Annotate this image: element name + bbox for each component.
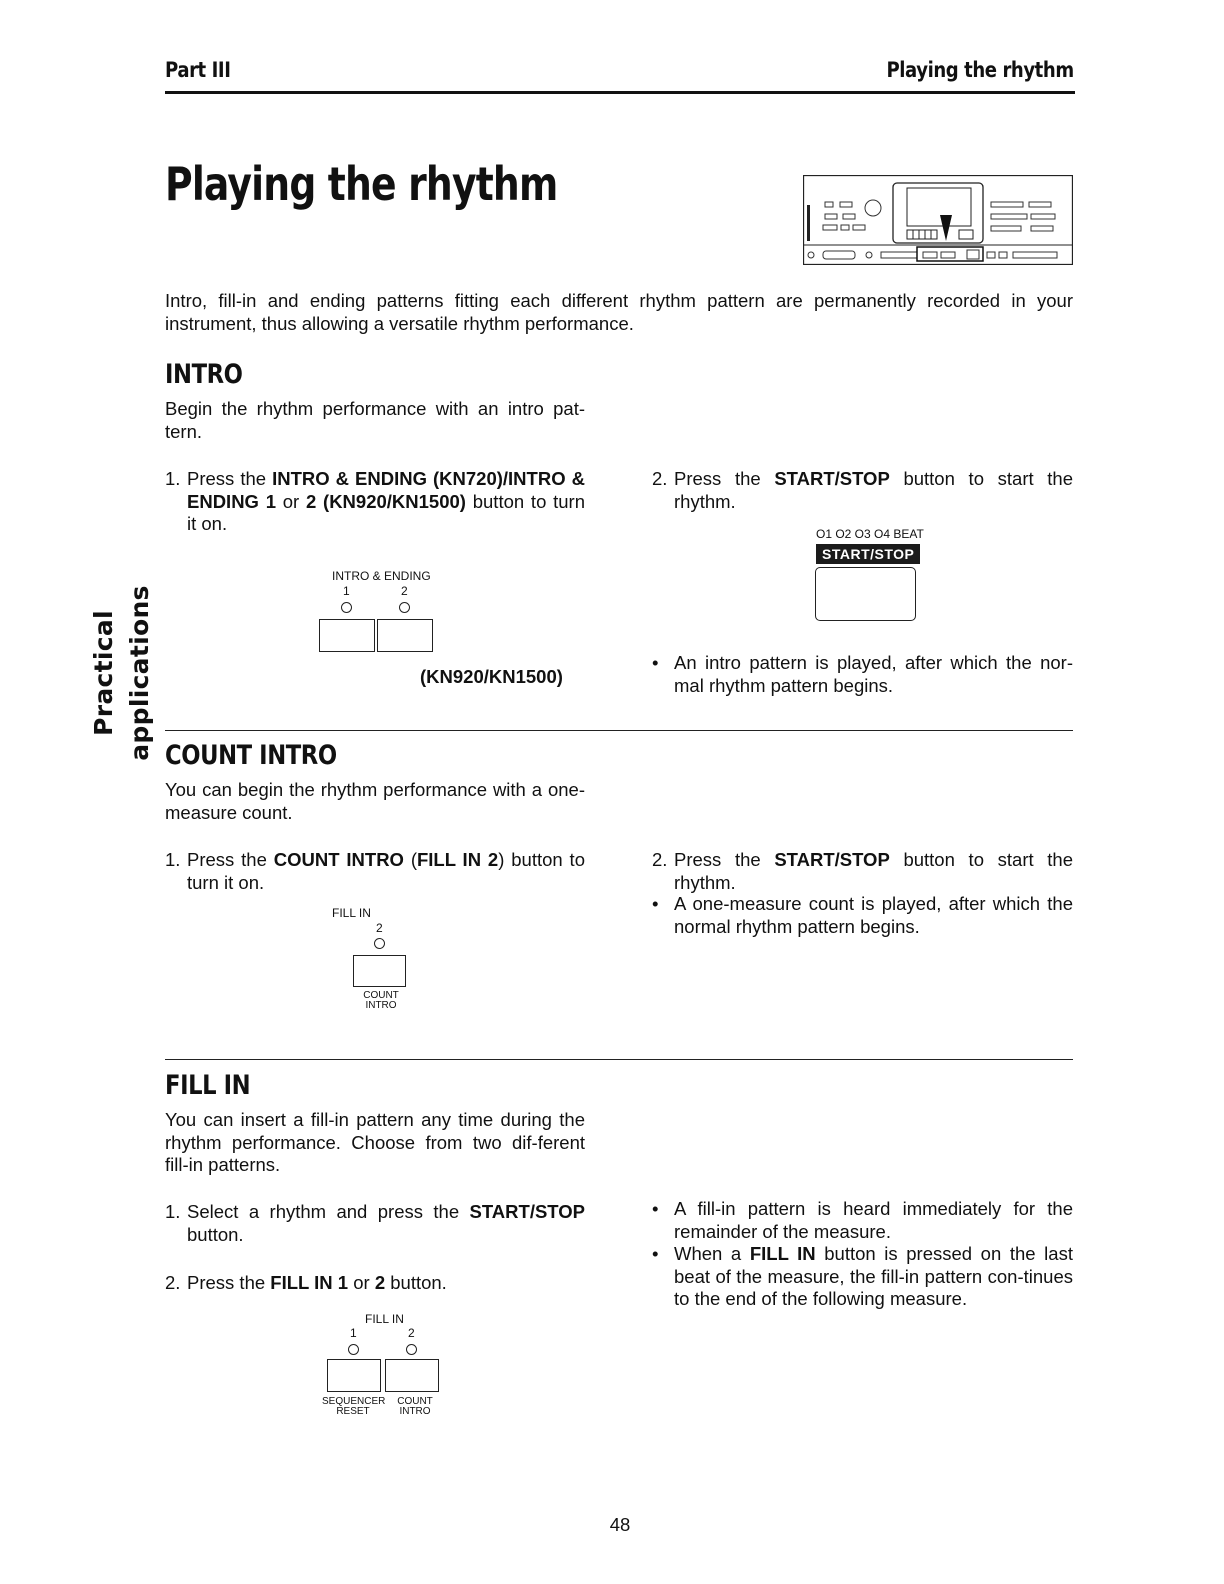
fill-in-label: FILL IN [365,1312,404,1326]
step-text: Press the [674,849,775,870]
count-intro-button[interactable] [353,955,406,987]
fill-in-1-button[interactable] [327,1359,381,1392]
intro-ending-num-1: 1 [343,584,350,598]
fill-in-label: FILL IN [332,906,371,920]
count-intro-step-2 [652,849,1073,894]
header-section-title: Playing the rhythm [886,58,1074,82]
page-title: Playing the rhythm [165,157,558,211]
start-stop-button[interactable] [815,567,916,621]
indicator-led-icon [406,1344,417,1355]
intro-ending-label: INTRO & ENDING [332,569,431,583]
beat-indicator-label: O1 O2 O3 O4 BEAT [816,527,924,541]
step-bold: COUNT INTRO [273,849,404,870]
step-text: Press the [187,849,274,870]
count-intro-description: You can begin the rhythm performance with a one-measure count. [165,779,585,823]
step-text: button. [385,1272,447,1293]
step-number: 2. [652,849,668,870]
indicator-led-icon [399,602,410,613]
side-tab-label: Practical applications [89,585,154,761]
count-intro-sublabel: COUNT INTRO [363,990,399,1011]
indicator-led-icon [348,1344,359,1355]
sequencer-reset-sublabel: SEQUENCER RESET [322,1396,386,1417]
side-tab [86,566,154,780]
step-bold: FILL IN 2 [416,849,499,870]
fill-in-num-1: 1 [350,1326,357,1340]
intro-paragraph: Intro, fill-in and ending patterns fitting each different rhythm pattern are permanently recorded in your instrument, thus allowing a versatile rhythm performance. [165,290,1073,334]
fill-in-description: You can insert a fill-in pattern any time during the rhythm performance. Choose from two dif-ferent fill-in patterns. [165,1109,585,1175]
indicator-led-icon [374,938,385,949]
intro-ending-num-2: 2 [401,584,408,598]
count-intro-step-1 [165,849,585,894]
start-stop-badge: START/STOP [816,544,920,564]
step-bold: INTRO & ENDING (KN720)/INTRO & ENDING 1 [187,468,585,512]
step-text: Press the [187,1272,271,1293]
page-number: 48 [609,1514,631,1535]
step-text: button to start the rhythm. [674,849,1073,893]
step-text: Select a rhythm and press the [187,1201,470,1222]
step-text: or [348,1272,375,1293]
intro-ending-2-button[interactable] [377,619,433,652]
header-part: Part III [165,58,231,82]
bullet-icon: • [652,1243,659,1264]
step-number: 1. [165,1201,181,1222]
step-text: or [276,490,306,512]
fill-in-num-2: 2 [376,921,383,935]
indicator-led-icon [341,602,352,613]
header-rule [165,91,1075,94]
section-divider [165,730,1073,731]
fill-in-2-button[interactable] [385,1359,439,1392]
step-number: 1. [165,849,181,870]
step-text: Press the [187,468,273,489]
intro-bullet [652,652,1073,697]
step-text: button to turn it on. [187,490,585,534]
section-heading-intro: INTRO [165,359,243,390]
fill-in-step-1 [165,1201,585,1246]
section-heading-fill-in: FILL IN [165,1070,251,1101]
step-text: Press the [674,468,775,489]
bullet-icon: • [652,652,659,673]
section-heading-count-intro: COUNT INTRO [165,740,337,771]
step-bold: 2 [374,1272,386,1293]
bullet-bold: FILL IN [749,1243,816,1264]
step-bold: FILL IN 1 [270,1272,349,1293]
step-bold: 2 (KN920/KN1500) [305,490,466,512]
count-intro-bullet [652,893,1073,938]
fill-in-step-2 [165,1272,585,1295]
step-number: 1. [165,468,181,489]
bullet-text: When a [674,1243,750,1264]
bullet-icon: • [652,1198,659,1219]
step-number: 2. [652,468,668,489]
section-divider [165,1059,1073,1060]
intro-ending-1-button[interactable] [319,619,375,652]
count-intro-sublabel: COUNT INTRO [397,1396,433,1417]
step-text: ) button to turn it on. [187,849,585,893]
bullet-text: button is pressed on the last beat of the measure, the fill-in pattern con-tinues to the end of the following measure. [674,1243,1073,1309]
fill-in-bullet-2 [652,1243,1073,1311]
bullet-text: An intro pattern is played, after which the nor-mal rhythm pattern begins. [674,652,1073,696]
step-number: 2. [165,1272,181,1293]
intro-description: Begin the rhythm performance with an intro pat-tern. [165,398,585,442]
fill-in-bullet-1 [652,1198,1073,1243]
panel-icon [803,175,1073,265]
step-text: button. [187,1223,244,1245]
bullet-icon: • [652,893,659,914]
fill-in-num-2: 2 [408,1326,415,1340]
step-bold: START/STOP [469,1201,585,1222]
keyboard-panel-illustration [803,175,1073,265]
step-bold: START/STOP [774,849,890,870]
step-bold: START/STOP [774,468,890,489]
step-text: ( [403,849,417,870]
model-note: (KN920/KN1500) [420,666,563,687]
bullet-text: A one-measure count is played, after which the normal rhythm pattern begins. [674,893,1073,937]
intro-step-2 [652,468,1073,513]
intro-step-1 [165,468,585,536]
bullet-text: A fill-in pattern is heard immediately for the remainder of the measure. [674,1198,1073,1242]
step-text: button to start the rhythm. [674,468,1073,512]
